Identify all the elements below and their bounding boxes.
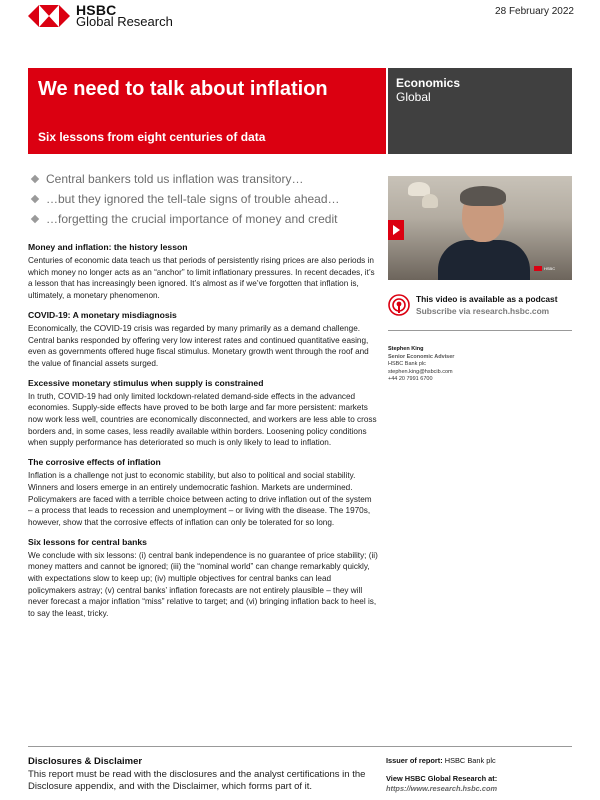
report-date: 28 February 2022 <box>495 6 574 17</box>
research-link-label: View HSBC Global Research at: <box>386 774 498 783</box>
issuer-value: HSBC Bank plc <box>444 756 496 765</box>
issuer-info <box>386 756 572 765</box>
video-thumbnail[interactable] <box>388 176 572 280</box>
brand-name: HSBC <box>76 2 117 18</box>
section-stimulus <box>28 378 378 450</box>
section-lessons <box>28 537 378 620</box>
research-link-block <box>386 774 572 794</box>
category-box <box>388 68 572 154</box>
disclosures <box>28 756 378 792</box>
presenter-body <box>438 240 530 280</box>
analyst-phone: +44 20 7991 6700 <box>388 376 433 382</box>
analyst-company: HSBC Bank plc <box>388 361 426 367</box>
podcast-icon <box>388 294 410 316</box>
podcast-callout <box>388 294 572 316</box>
video-badge: HSBC <box>534 262 568 274</box>
section-body: Economically, the COVID-19 crisis was regarded by many primarily as a demand challenge. Central banks responded by offering very low interest rates and continued quantitative easing, even as governments offered huge fiscal stimulus. Monetary growth went through the roof and the value of financial assets surged. <box>28 323 369 368</box>
title-banner <box>28 68 386 154</box>
presenter-hair <box>460 186 506 206</box>
section-heading: Excessive monetary stimulus when supply is constrained <box>28 377 264 388</box>
analyst-name: Stephen King <box>388 346 424 352</box>
section-heading: Six lessons for central banks <box>28 536 147 547</box>
podcast-text: This video is available as a podcast <box>416 294 558 304</box>
diamond-bullet-icon <box>31 175 39 183</box>
divider <box>388 330 572 331</box>
main-content <box>28 242 378 628</box>
disclosures-body: This report must be read with the disclosures and the analyst certifications in the Disclosure appendix, and with the Disclaimer, which forms part of it. <box>28 769 366 792</box>
hsbc-hexagon-icon <box>28 5 70 27</box>
brand-subtitle: Global Research <box>76 14 173 29</box>
section-history <box>28 242 378 302</box>
report-subtitle: Six lessons from eight centuries of data <box>38 130 266 144</box>
analyst-role: Senior Economic Adviser <box>388 353 455 360</box>
section-covid <box>28 310 378 370</box>
podcast-subscribe-link[interactable]: Subscribe via research.hsbc.com <box>416 306 550 316</box>
section-heading: Money and inflation: the history lesson <box>28 242 188 252</box>
report-title: We need to talk about inflation <box>38 78 328 100</box>
section-heading: COVID-19: A monetary misdiagnosis <box>28 309 177 320</box>
region-label: Global <box>396 90 431 104</box>
category-label: Economics <box>396 76 461 90</box>
hsbc-mini-logo-icon <box>534 266 542 271</box>
analyst-email[interactable]: stephen.king@hsbcib.com <box>388 368 453 375</box>
section-heading: The corrosive effects of inflation <box>28 457 161 468</box>
lamp-shape <box>422 194 438 208</box>
disclosures-heading: Disclosures & Disclaimer <box>28 756 143 767</box>
key-point: Central bankers told us inflation was transitory… <box>28 172 378 186</box>
section-body: In truth, COVID-19 had only limited lockdown-related demand-side effects in the advanced economies. Supply-side effects have proved to be both large and far more persistent: markets now work less well, countries are economically disconnected, and workers are less able to cross borders and, in some cases, less readily available within borders. Loosening policy conditions when supply performance has deteriorated so much is only likely to lead to inflation. <box>28 391 377 448</box>
play-icon[interactable] <box>388 220 404 240</box>
divider <box>28 746 572 747</box>
key-point: …forgetting the crucial importance of money and credit <box>28 212 378 226</box>
section-body: We conclude with six lessons: (i) central bank independence is no guarantee of price stability; (ii) money matters and cannot be ignored; (iii) the “nominal world” can change remarkably quickly, with expectations slow to keep up; (iv) multiple objectives for central banks can lead policymakers astray; (v) central banks’ inflation forecasts are not entirely plausible – they will never forecast a major inflation “miss” relative to target; and (vi) bringing inflation back to heel is, to say the least, tricky. <box>28 550 378 619</box>
hsbc-logo <box>28 4 173 28</box>
diamond-bullet-icon <box>31 215 39 223</box>
section-body: Inflation is a challenge not just to economic stability, but also to political and social stability. Winners and losers emerge in an entirely undemocratic fashion. Markets are undermined. Policymakers are faced with a terrible choice between acting to drive inflation out of the system – a process that leads to recession and unemployment – or living with the disease. The 1970s, however, show that the corrosive effects of inflation can only be tolerated for so long. <box>28 471 372 527</box>
section-corrosive <box>28 457 378 529</box>
diamond-bullet-icon <box>31 195 39 203</box>
section-body: Centuries of economic data teach us that periods of persistently rising prices are also periods in which money no longer acts as an “anchor” to limit inflationary pressures. In recent decades, it’s a lesson that has increasingly been ignored. It’s almost as if we’ve forgotten that inflation is, ultimately, a monetary phenomenon. <box>28 256 375 301</box>
research-link[interactable]: https://www.research.hsbc.com <box>386 784 498 793</box>
issuer-label: Issuer of report: <box>386 756 443 765</box>
key-points-list <box>28 172 378 232</box>
analyst-info <box>388 346 572 384</box>
key-point: …but they ignored the tell-tale signs of trouble ahead… <box>28 192 378 206</box>
